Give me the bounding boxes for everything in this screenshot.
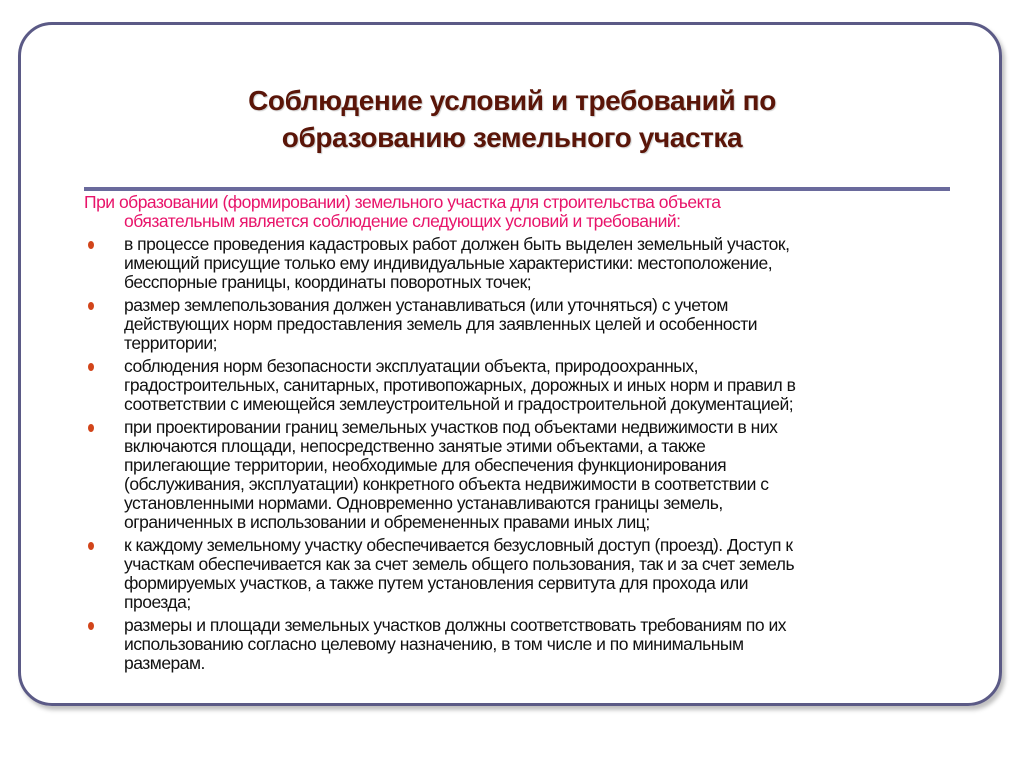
bullet-line: установленными нормами. Одновременно устанавливаются границы земель, (124, 493, 723, 513)
bullet-dot-icon (88, 241, 94, 249)
bullet-line: размер землепользования должен устанавливаться (или уточняться) с учетом (124, 295, 728, 315)
bullet-line: действующих норм предоставления земель для заявленных целей и особенности (124, 314, 758, 334)
title-line: Соблюдение условий и требований по (248, 85, 776, 116)
bullet-line: бесспорные границы, координаты поворотных точек; (124, 272, 532, 292)
bullet-line: территории; (124, 333, 217, 353)
bullet-dot-icon (88, 424, 94, 432)
bullet-line: включаются площади, непосредственно занятые этими объектами, а также (124, 436, 706, 456)
bullet-dot-icon (88, 622, 94, 630)
bullet-item (84, 536, 964, 612)
bullet-line: градостроительных, санитарных, противопожарных, дорожных и иных норм и правил в (124, 375, 796, 395)
bullet-item (84, 616, 964, 673)
bullet-line: имеющий присущие только ему индивидуальные характеристики: местоположение, (124, 253, 773, 273)
bullet-line: участкам обеспечивается как за счет земель общего пользования, так и за счет земель (124, 554, 795, 574)
intro-line: обязательным является соблюдение следующих условий и требований: (124, 211, 681, 231)
bullet-list (84, 235, 964, 673)
intro-paragraph (84, 193, 964, 231)
bullet-line: прилегающие территории, необходимые для обеспечения функционирования (124, 455, 727, 475)
bullet-item (84, 357, 964, 414)
bullet-line: проезда; (124, 592, 191, 612)
bullet-line: соответствии с имеющейся землеустроительной и градостроительной документацией; (124, 394, 794, 414)
bullet-item (84, 235, 964, 292)
bullet-line: ограниченных в использовании и обремененных правами иных лиц; (124, 512, 650, 532)
bullet-line: к каждому земельному участку обеспечивается безусловный доступ (проезд). Доступ к (124, 535, 793, 555)
slide-title (0, 82, 1024, 156)
bullet-line: (обслуживания, эксплуатации) конкретного объекта недвижимости в соответствии с (124, 474, 769, 494)
bullet-line: размерам. (124, 653, 205, 673)
bullet-dot-icon (88, 363, 94, 371)
bullet-line: в процессе проведения кадастровых работ должен быть выделен земельный участок, (124, 234, 790, 254)
bullet-line: размеры и площади земельных участков должны соответствовать требованиям по их (124, 615, 787, 635)
bullet-line: соблюдения норм безопасности эксплуатации объекта, природоохранных, (124, 356, 698, 376)
bullet-line: формируемых участков, а также путем установления сервитута для прохода или (124, 573, 748, 593)
bullet-line: при проектировании границ земельных участков под объектами недвижимости в них (124, 417, 778, 437)
title-line: образованию земельного участка (281, 122, 743, 153)
bullet-item (84, 418, 964, 532)
title-divider (84, 187, 950, 191)
intro-line: При образовании (формировании) земельного участка для строительства объекта (84, 192, 721, 212)
bullet-dot-icon (88, 302, 94, 310)
bullet-line: использованию согласно целевому назначению, в том числе и по минимальным (124, 634, 744, 654)
bullet-dot-icon (88, 542, 94, 550)
bullet-item (84, 296, 964, 353)
slide-body (84, 193, 964, 677)
